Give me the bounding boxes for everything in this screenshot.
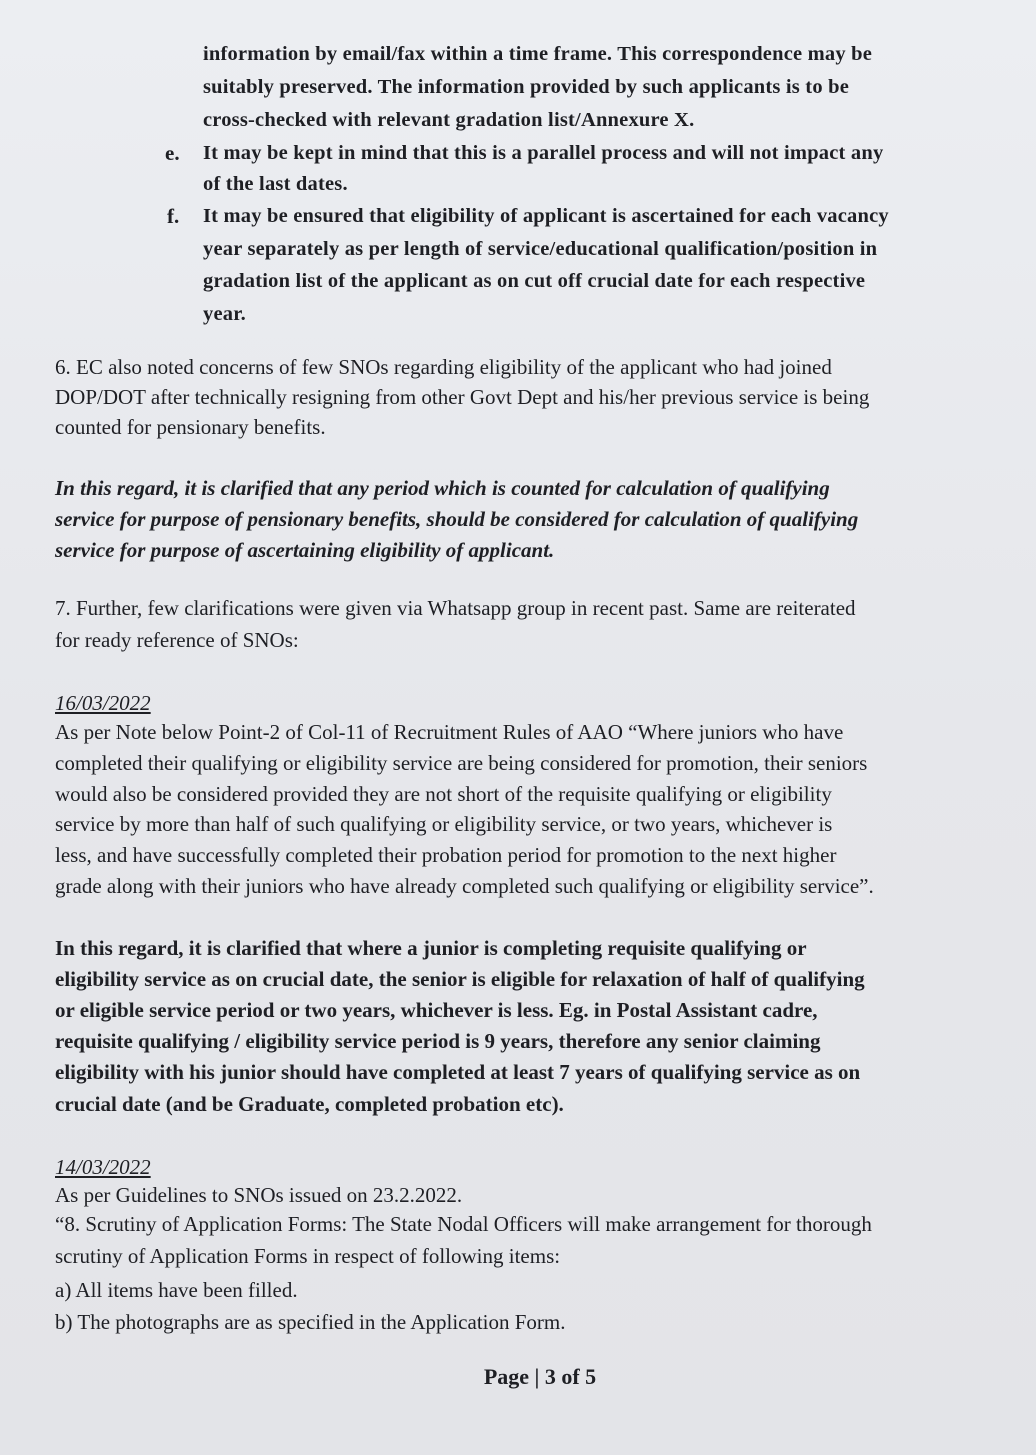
clar1-line-4: service by more than half of such qualifying or eligibility service, or two years, whichever is [55, 812, 833, 836]
para6-line-1: 6. EC also noted concerns of few SNOs regarding eligibility of the applicant who had joined [55, 355, 832, 379]
para7-line-1: 7. Further, few clarifications were given via Whatsapp group in recent past. Same are reiterated [55, 596, 856, 620]
item-d-line-3: cross-checked with relevant gradation list/Annexure X. [203, 109, 695, 131]
clar1-line-5: less, and have successfully completed their probation period for promotion to the next higher [55, 843, 837, 867]
item-e-line-2: of the last dates. [203, 173, 348, 195]
clar1-line-6: grade along with their juniors who have already completed such qualifying or eligibility service”. [55, 874, 874, 898]
clar1-date-heading: 16/03/2022 [55, 691, 151, 715]
clar2-line-2: “8. Scrutiny of Application Forms: The State Nodal Officers will make arrangement for thorough [55, 1212, 872, 1236]
clar1-line-1: As per Note below Point-2 of Col-11 of Recruitment Rules of AAO “Where juniors who have [55, 720, 844, 744]
item-f-line-3: gradation list of the applicant as on cut off crucial date for each respective [203, 270, 866, 292]
item-e-marker: e. [165, 141, 180, 165]
clar1-line-2: completed their qualifying or eligibility service are being considered for promotion, their seniors [55, 751, 868, 775]
item-f-line-1: It may be ensured that eligibility of applicant is ascertained for each vacancy [203, 205, 889, 227]
clar1-bold-line-3: or eligible service period or two years, whichever is less. Eg. in Postal Assistant cadre, [55, 998, 818, 1022]
para7-line-2: for ready reference of SNOs: [55, 628, 299, 652]
clar1-bold-line-5: eligibility with his junior should have completed at least 7 years of qualifying service as on [55, 1060, 861, 1084]
para6-clarification-line-2: service for purpose of pensionary benefits, should be considered for calculation of qualifying [55, 507, 859, 531]
item-f-line-2: year separately as per length of service/educational qualification/position in [203, 238, 878, 260]
item-f-marker: f. [167, 204, 180, 228]
clar1-bold-line-1: In this regard, it is clarified that where a junior is completing requisite qualifying or [55, 936, 807, 960]
para6-line-3: counted for pensionary benefits. [55, 415, 326, 439]
page-footer [0, 1364, 1036, 1390]
clar2-line-1: As per Guidelines to SNOs issued on 23.2.2022. [55, 1183, 463, 1207]
para6-clarification-line-1: In this regard, it is clarified that any period which is counted for calculation of qualifying [55, 476, 830, 500]
page-number-label: Page | 3 of 5 [483, 1364, 597, 1389]
clar2-date-heading: 14/03/2022 [55, 1155, 151, 1179]
clar1-bold-line-4: requisite qualifying / eligibility service period is 9 years, therefore any senior claiming [55, 1029, 821, 1053]
item-d-line-2: suitably preserved. The information provided by such applicants is to be [203, 76, 850, 98]
clar2-line-3: scrutiny of Application Forms in respect of following items: [55, 1244, 561, 1268]
item-e-line-1: It may be kept in mind that this is a parallel process and will not impact any [203, 142, 884, 164]
clar1-line-3: would also be considered provided they are not short of the requisite qualifying or eligibility [55, 782, 832, 806]
para6-clarification-line-3: service for purpose of ascertaining eligibility of applicant. [55, 538, 555, 562]
clar1-bold-line-6: crucial date (and be Graduate, completed probation etc). [55, 1092, 564, 1116]
para6-line-2: DOP/DOT after technically resigning from other Govt Dept and his/her previous service is being [55, 385, 870, 409]
clar2-line-4: a) All items have been filled. [55, 1278, 298, 1302]
item-f-line-4: year. [203, 303, 246, 325]
clar2-line-5: b) The photographs are as specified in the Application Form. [55, 1310, 566, 1334]
item-d-line-1: information by email/fax within a time frame. This correspondence may be [203, 43, 873, 65]
clar1-bold-line-2: eligibility service as on crucial date, the senior is eligible for relaxation of half of qualifying [55, 967, 865, 991]
